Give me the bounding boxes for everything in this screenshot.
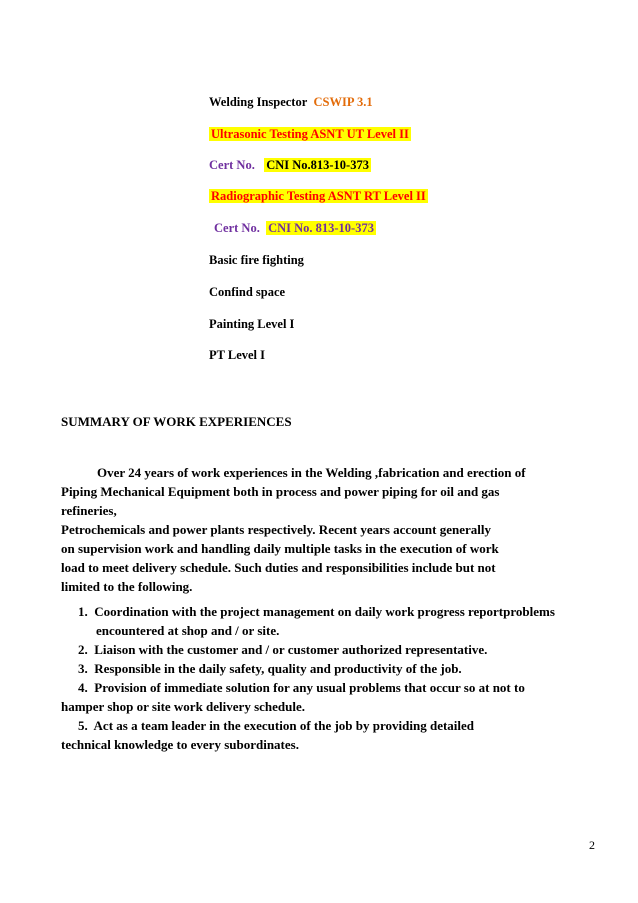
paragraph-line: Piping Mechanical Equipment both in process and power piping for oil and gas <box>61 484 500 499</box>
paragraph-line: load to meet delivery schedule. Such duties and responsibilities include but not <box>61 560 496 575</box>
ut-level-line <box>209 127 411 142</box>
list-item-continuation: hamper shop or site work delivery schedule. <box>61 699 305 714</box>
list-item <box>78 640 487 659</box>
painting-level-line: Painting Level I <box>209 317 295 331</box>
ut-cert-label: Cert No. <box>209 158 255 172</box>
list-item <box>78 678 525 697</box>
list-item-text: Coordination with the project management on daily work progress reportproblems <box>94 604 555 619</box>
rt-cert-label: Cert No. <box>214 221 260 235</box>
paragraph-line: Petrochemicals and power plants respectively. Recent years account generally <box>61 522 492 537</box>
paragraph-line: refineries, <box>61 503 117 518</box>
ut-cert-line <box>209 158 371 173</box>
rt-cert-number: CNI No. 813-10-373 <box>268 221 374 235</box>
rt-level-line <box>209 189 428 204</box>
ut-level-label: Ultrasonic Testing ASNT UT Level II <box>211 127 409 141</box>
paragraph-line: on supervision work and handling daily multiple tasks in the execution of work <box>61 541 499 556</box>
list-item-text: Liaison with the customer and / or customer authorized representative. <box>94 642 488 657</box>
list-item-text: Responsible in the daily safety, quality and productivity of the job. <box>94 661 462 676</box>
list-item-number: 5. <box>78 718 88 733</box>
section-title: SUMMARY OF WORK EXPERIENCES <box>61 414 292 429</box>
list-item <box>78 716 474 735</box>
list-item-number: 3. <box>78 661 88 676</box>
list-item-number: 1. <box>78 604 88 619</box>
confined-space-line: Confind space <box>209 285 286 299</box>
list-item-continuation: encountered at shop and / or site. <box>96 623 280 638</box>
list-item-continuation: technical knowledge to every subordinates. <box>61 737 299 752</box>
ut-cert-number: CNI No.813-10-373 <box>266 158 369 172</box>
list-item <box>78 602 555 621</box>
list-item-text: Provision of immediate solution for any usual problems that occur so at not to <box>94 680 525 695</box>
page-number: 2 <box>589 838 595 852</box>
welding-inspector-line <box>209 95 373 110</box>
pt-level-line: PT Level I <box>209 348 266 362</box>
welding-inspector-label: Welding Inspector <box>209 95 308 109</box>
list-item-number: 2. <box>78 642 88 657</box>
rt-level-label: Radiographic Testing ASNT RT Level II <box>211 189 426 203</box>
welding-inspector-value: CSWIP 3.1 <box>313 95 373 109</box>
rt-cert-line <box>214 221 376 236</box>
list-item-number: 4. <box>78 680 88 695</box>
summary-paragraph <box>61 463 526 596</box>
paragraph-line: limited to the following. <box>61 579 193 594</box>
fire-fighting-line: Basic fire fighting <box>209 253 304 267</box>
paragraph-line: Over 24 years of work experiences in the Welding ,fabrication and erection of <box>97 465 526 480</box>
list-item-text: Act as a team leader in the execution of the job by providing detailed <box>93 718 475 733</box>
list-item <box>78 659 462 678</box>
